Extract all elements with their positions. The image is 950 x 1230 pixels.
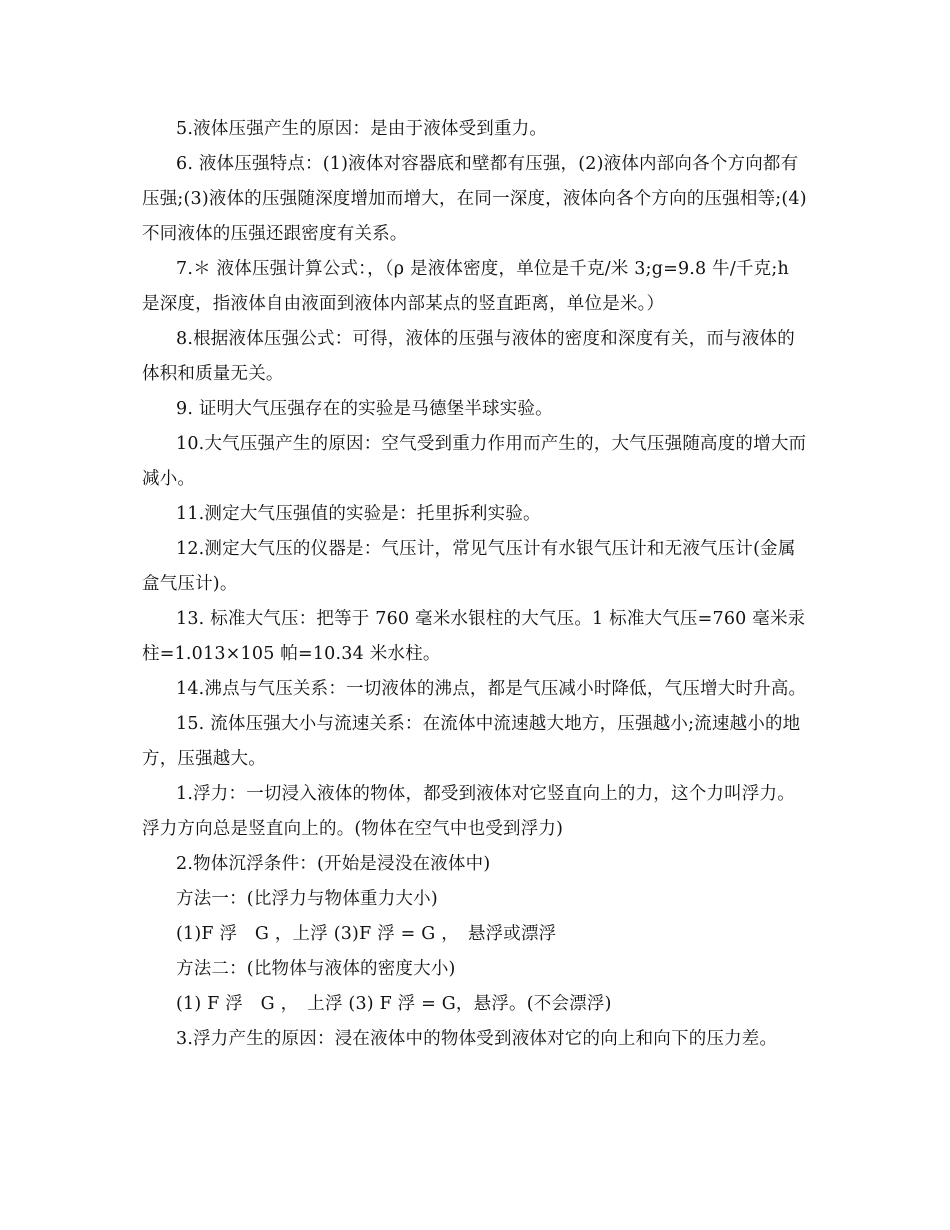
document-body <box>142 112 812 1057</box>
paragraph-buoyancy-cause: 3.浮力产生的原因：浸在液体中的物体受到液体对它的向上和向下的压力差。 <box>176 1029 778 1049</box>
paragraph-fluid-velocity: 15. 流体压强大小与流速关系：在流体中流速越大地方，压强越小;流速越小的地方，压强越大。 <box>142 714 801 769</box>
paragraph-method-two-cases: (1) F 浮 G ， 上浮 (3) F 浮 = G，悬浮。(不会漂浮) <box>176 994 612 1014</box>
paragraph-method-two: 方法二：(比物体与液体的密度大小) <box>176 959 456 979</box>
paragraph-method-one-cases: (1)F 浮 G ，上浮 (3)F 浮 = G ， 悬浮或漂浮 <box>176 924 557 944</box>
paragraph-barometer: 12.测定大气压的仪器是：气压计，常见气压计有水银气压计和无液气压计(金属盒气压计)。 <box>142 539 796 594</box>
paragraph-liquid-pressure-cause: 5.液体压强产生的原因：是由于液体受到重力。 <box>176 119 548 139</box>
paragraph-atmospheric-pressure-cause: 10.大气压强产生的原因：空气受到重力作用而产生的，大气压强随高度的增大而减小。 <box>142 434 807 489</box>
paragraph-sink-float-conditions: 2.物体沉浮条件：(开始是浸没在液体中) <box>176 854 491 874</box>
paragraph-buoyancy: 1.浮力：一切浸入液体的物体，都受到液体对它竖直向上的力，这个力叫浮力。浮力方向总是竖直向上的。(物体在空气中也受到浮力) <box>142 784 795 839</box>
paragraph-standard-atmosphere: 13. 标准大气压：把等于 760 毫米水银柱的大气压。1 标准大气压=760 毫米汞柱=1.013×105 帕=10.34 米水柱。 <box>142 609 806 664</box>
paragraph-magdeburg-experiment: 9. 证明大气压强存在的实验是马德堡半球实验。 <box>176 399 553 419</box>
paragraph-torricelli-experiment: 11.测定大气压强值的实验是：托里拆利实验。 <box>176 504 541 524</box>
paragraph-boiling-point: 14.沸点与气压关系：一切液体的沸点，都是气压减小时降低，气压增大时升高。 <box>176 679 807 699</box>
paragraph-liquid-pressure-features: 6. 液体压强特点：(1)液体对容器底和壁都有压强，(2)液体内部向各个方向都有压强;(3)液体的压强随深度增加而增大，在同一深度，液体向各个方向的压强相等;(4)不同液体的压强还跟密度有关系。 <box>142 154 807 244</box>
paragraph-liquid-pressure-factors: 8.根据液体压强公式：可得，液体的压强与液体的密度和深度有关，而与液体的体积和质量无关。 <box>142 329 795 384</box>
paragraph-method-one: 方法一：(比浮力与物体重力大小) <box>176 889 438 909</box>
paragraph-liquid-pressure-formula: 7.＊ 液体压强计算公式：，（ρ 是液体密度，单位是千克/米 3;g=9.8 牛/千克;h 是深度，指液体自由液面到液体内部某点的竖直距离，单位是米。） <box>142 259 789 314</box>
